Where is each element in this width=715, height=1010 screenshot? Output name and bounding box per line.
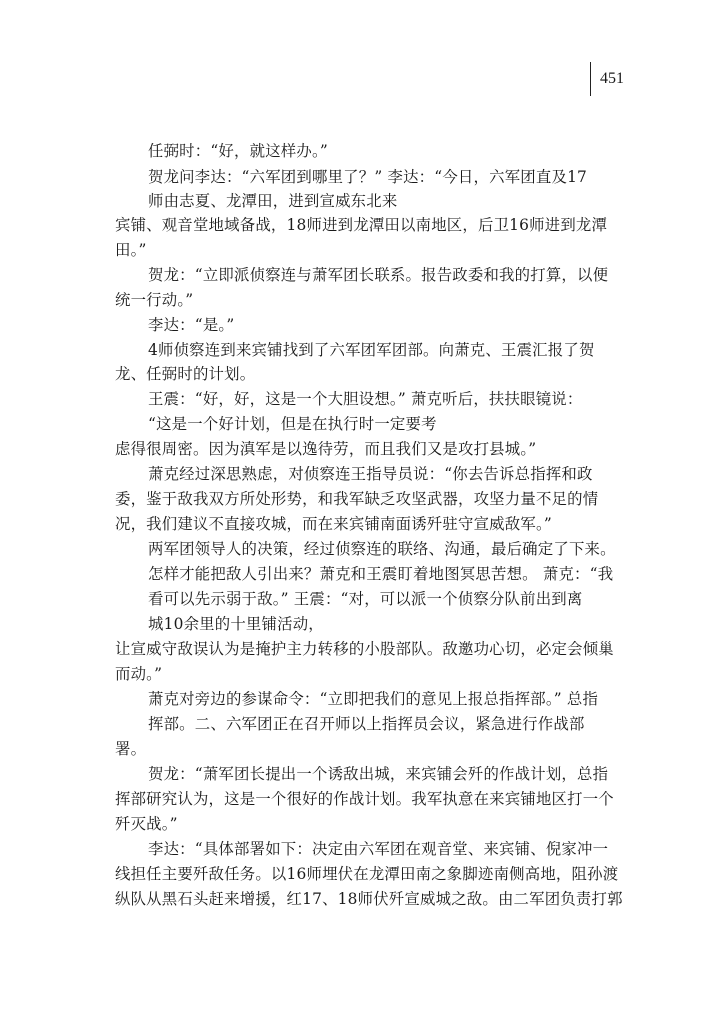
page-number: 451 <box>600 70 624 87</box>
text-line: 统一行动。” <box>115 291 194 309</box>
text-line: 田。” <box>115 241 147 259</box>
text-line: 线担任主要歼敌任务。以16师埋伏在龙潭田南之象脚迹南侧高地，阻孙渡 <box>115 865 619 883</box>
text-line: 挥部。二、六军团正在召开师以上指挥员会议，紧急进行作战部 <box>148 715 585 733</box>
text-line: 城10余里的十里铺活动， <box>148 615 324 633</box>
text-line: 李达：“具体部署如下：决定由六军团在观音堂、来宾铺、倪家冲一 <box>148 840 609 858</box>
text-line: 而动。” <box>115 665 163 683</box>
page-number-rule <box>590 62 591 96</box>
text-line: 署。 <box>115 740 147 758</box>
text-line: 王震：“好，好，这是一个大胆设想。” 萧克听后，扶扶眼镜说： <box>148 390 583 408</box>
text-line: 看可以先示弱于敌。” 王震：“对，可以派一个侦察分队前出到离 <box>148 590 583 608</box>
text-line: 虑得很周密。因为滇军是以逸待劳，而且我们又是攻打县城。” <box>115 440 537 458</box>
text-line: 贺龙问李达：“六军团到哪里了？” 李达：“今日，六军团直及17 <box>148 168 588 186</box>
text-line: 龙、任弼时的计划。 <box>115 365 256 383</box>
text-line: 师由志夏、龙潭田，进到宣威东北来 <box>148 192 398 210</box>
text-line: 况，我们建议不直接攻城，而在来宾铺南面诱歼驻守宣威敌军。” <box>115 515 552 533</box>
text-line: 怎样才能把敌人引出来？萧克和王震盯着地图冥思苦想。 萧克：“我 <box>148 565 614 583</box>
text-line: 贺龙：“萧军团长提出一个诱敌出城，来宾铺会歼的作战计划，总指 <box>148 765 609 783</box>
text-line: 委，鉴于敌我双方所处形势，和我军缺乏攻坚武器，攻坚力量不足的情 <box>115 490 599 508</box>
text-line: 任弼时：“好，就这样办。” <box>148 142 328 160</box>
text-line: 挥部研究认为，这是一个很好的作战计划。我军执意在来宾铺地区打一个 <box>115 790 614 808</box>
text-line: 4师侦察连到来宾铺找到了六军团军团部。向萧克、王震汇报了贺 <box>148 341 595 359</box>
text-line: 李达：“是。” <box>148 316 235 334</box>
text-line: 让宣威守敌误认为是掩护主力转移的小股部队。敌邀功心切，必定会倾巢 <box>115 640 614 658</box>
text-line: 萧克经过深思熟虑，对侦察连王指导员说：“你去告诉总指挥和政 <box>148 465 593 483</box>
text-line: 萧克对旁边的参谋命令：“立即把我们的意见上报总指挥部。” 总指 <box>148 690 599 708</box>
text-line: 纵队从黑石头赶来增援，红17、18师伏歼宣威城之敌。由二军团负责打郭 <box>115 890 623 908</box>
text-line: 两军团领导人的决策，经过侦察连的联络、沟通，最后确定了下来。 <box>148 540 616 558</box>
text-line: 宾铺、观音堂地域备战，18师进到龙潭田以南地区，后卫16师进到龙潭 <box>115 216 608 234</box>
text-line: 歼灭战。” <box>115 815 178 833</box>
text-line: 贺龙：“立即派侦察连与萧军团长联系。报告政委和我的打算，以便 <box>148 266 609 284</box>
text-line: “这是一个好计划，但是在执行时一定要考 <box>148 415 437 433</box>
